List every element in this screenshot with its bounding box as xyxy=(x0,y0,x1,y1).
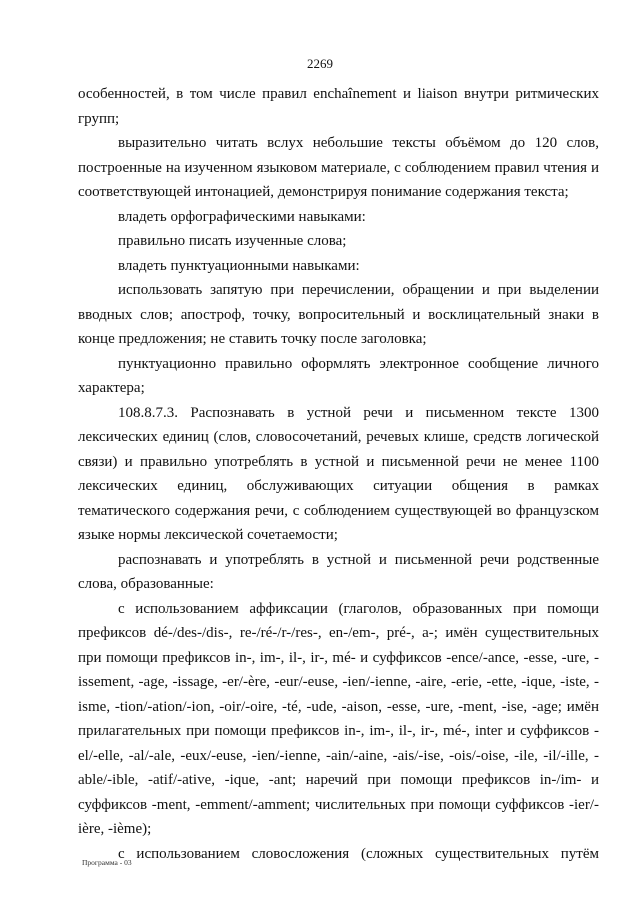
paragraph: владеть пунктуационными навыками: xyxy=(118,257,360,274)
paragraph: пунктуационно правильно оформлять электронное сообщение личного характера; xyxy=(78,355,599,396)
footer-label: Программа - 03 xyxy=(82,858,132,867)
paragraph: владеть орфографическими навыками: xyxy=(118,208,366,225)
paragraph: 108.8.7.3. Распознавать в устной речи и письменном тексте 1300 лексических единиц (слов, словосочетаний, речевых клише, средств логической связи) и правильно употреблять в устной и письменной речи не менее 1100 лексических единиц, обслуживающих ситуации общения в рамках тематического содержания речи, с соблюдением существующей во французском языке нормы лексической сочетаемости; xyxy=(78,404,599,543)
page-number: 2269 xyxy=(307,56,333,71)
paragraph: правильно писать изученные слова; xyxy=(118,233,347,249)
paragraph: использовать запятую при перечислении, обращении и при выделении вводных слов; апостроф, точку, вопросительный и восклицательный знаки в конце предложения; не ставить точку после заголовка; xyxy=(78,282,599,347)
paragraph: распознавать и употреблять в устной и письменной речи родственные слова, образованные: xyxy=(78,551,599,592)
body-text xyxy=(78,82,599,866)
paragraph: с использованием словосложения (сложных существительных путём xyxy=(118,845,599,862)
paragraph: выразительно читать вслух небольшие тексты объёмом до 120 слов, построенные на изученном языковом материале, с соблюдением правил чтения и соответствующей интонацией, демонстрируя понимание содержания текста; xyxy=(78,135,599,200)
paragraph: особенностей, в том числе правил enchaînement и liaison внутри ритмических групп; xyxy=(78,86,599,127)
paragraph: с использованием аффиксации (глаголов, образованных при помощи префиксов dé-/des-/dis-, re-/ré-/r-/res-, en-/em-, pré-, a-; имён существительных при помощи префиксов in-, im-, il-, ir-, mé- и суффиксов -ence/-ance, -esse, -ure, -issement, -age, -issage, -er/-ère, -eur/-euse, -ien/-ienne, -aire, -erie, -ette, -ique, -iste, -isme, -tion/-ation/-ion, -oir/-oire, -té, -ude, -aison, -esse, -ure, -ment, -ise, -age; имён прилагательных при помощи префиксов in-, im-, il-, ir-, mé-, inter и суффиксов -el/-elle, -al/-ale, -eux/-euse, -ien/-ienne, -ain/-aine, -ais/-ise, -ois/-oise, -ile, -il/-ille, -able/-ible, -atif/-ative, -ique, -ant; наречий при помощи префиксов in-/im- и суффиксов -ment, -emment/-amment; числительных при помощи суффиксов -ier/-ière, -ième); xyxy=(78,600,599,837)
